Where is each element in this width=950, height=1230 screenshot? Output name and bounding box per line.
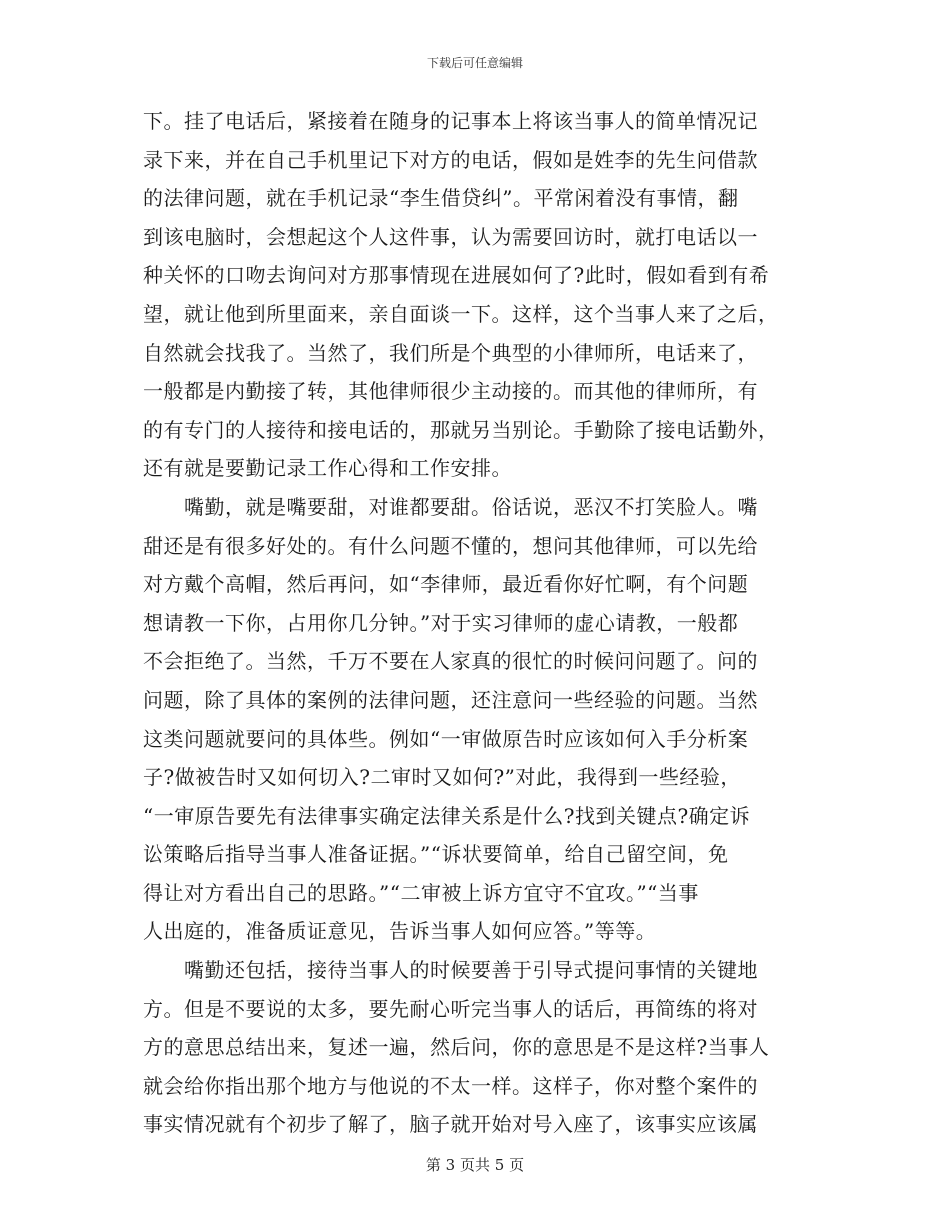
page-header-note: 下载后可任意编辑 xyxy=(426,56,523,70)
text-line: 的法律问题，就在手机记录“李生借贷纠”。平常闲着没有事情，翻 xyxy=(143,186,739,211)
text-line: 方。但是不要说的太多，要先耐心听完当事人的话后，再简练的将对 xyxy=(143,996,758,1021)
text-line: 录下来，并在自己手机里记下对方的电话，假如是姓李的先生问借款 xyxy=(143,147,758,172)
text-line: 到该电脑时，会想起这个人这件事，认为需要回访时，就打电话以一 xyxy=(143,224,758,249)
text-line: 事实情况就有个初步了解了，脑子就开始对号入座了，该事实应该属 xyxy=(143,1112,758,1137)
text-line: 这类问题就要问的具体些。例如“一审做原告时应该如何入手分析案 xyxy=(143,726,749,751)
text-line: “一审原告要先有法律事实确定法律关系是什么?找到关键点?确定诉 xyxy=(143,803,751,828)
text-line: 还有就是要勤记录工作心得和工作安排。 xyxy=(143,456,512,481)
page-number: 第 3 页共 5 页 xyxy=(425,1156,525,1174)
text-line: 甜还是有很多好处的。有什么问题不懂的，想问其他律师，可以先给 xyxy=(143,533,758,558)
text-line: 不会拒绝了。当然，千万不要在人家真的很忙的时候问问题了。问的 xyxy=(143,649,758,674)
text-line: 下。挂了电话后，紧接着在随身的记事本上将该当事人的简单情况记 xyxy=(143,109,758,133)
text-line: 对方戴个高帽，然后再问，如“李律师，最近看你好忙啊，有个问题 xyxy=(143,572,749,597)
text-line: 问题，除了具体的案例的法律问题，还注意问一些经验的问题。当然 xyxy=(143,687,758,712)
text-line: 子?做被告时又如何切入?二审时又如何?”对此，我得到一些经验， xyxy=(143,765,741,790)
text-line: 想请教一下你，占用你几分钟。”对于实习律师的虚心请教，一般都 xyxy=(143,610,739,635)
text-line: 种关怀的口吻去询问对方那事情现在进展如何了?此时，假如看到有希 xyxy=(143,263,770,288)
text-line: 就会给你指出那个地方与他说的不太一样。这样子，你对整个案件的 xyxy=(143,1073,758,1098)
document-body xyxy=(143,102,807,1144)
text-line: 嘴勤，就是嘴要甜，对谁都要甜。俗话说，恶汉不打笑脸人。嘴 xyxy=(143,494,758,519)
text-line: 望，就让他到所里面来，亲自面谈一下。这样，这个当事人来了之后， xyxy=(143,301,779,326)
text-line: 人出庭的，准备质证意见，告诉当事人如何应答。”等等。 xyxy=(143,919,657,944)
text-line: 讼策略后指导当事人准备证据。”“诉状要简单，给自己留空间，免 xyxy=(143,842,729,867)
text-line: 得让对方看出自己的思路。”“二审被上诉方宜守不宜攻。”“当事 xyxy=(143,880,699,905)
text-line: 自然就会找我了。当然了，我们所是个典型的小律师所，电话来了， xyxy=(143,340,758,365)
text-line: 一般都是内勤接了转，其他律师很少主动接的。而其他的律师所，有 xyxy=(143,379,758,404)
text-line: 嘴勤还包括，接待当事人的时候要善于引导式提问事情的关键地 xyxy=(143,958,758,983)
text-line: 的有专门的人接待和接电话的，那就另当别论。手勤除了接电话勤外， xyxy=(143,417,779,442)
text-line: 方的意思总结出来，复述一遍，然后问，你的意思是不是这样?当事人 xyxy=(143,1035,770,1060)
